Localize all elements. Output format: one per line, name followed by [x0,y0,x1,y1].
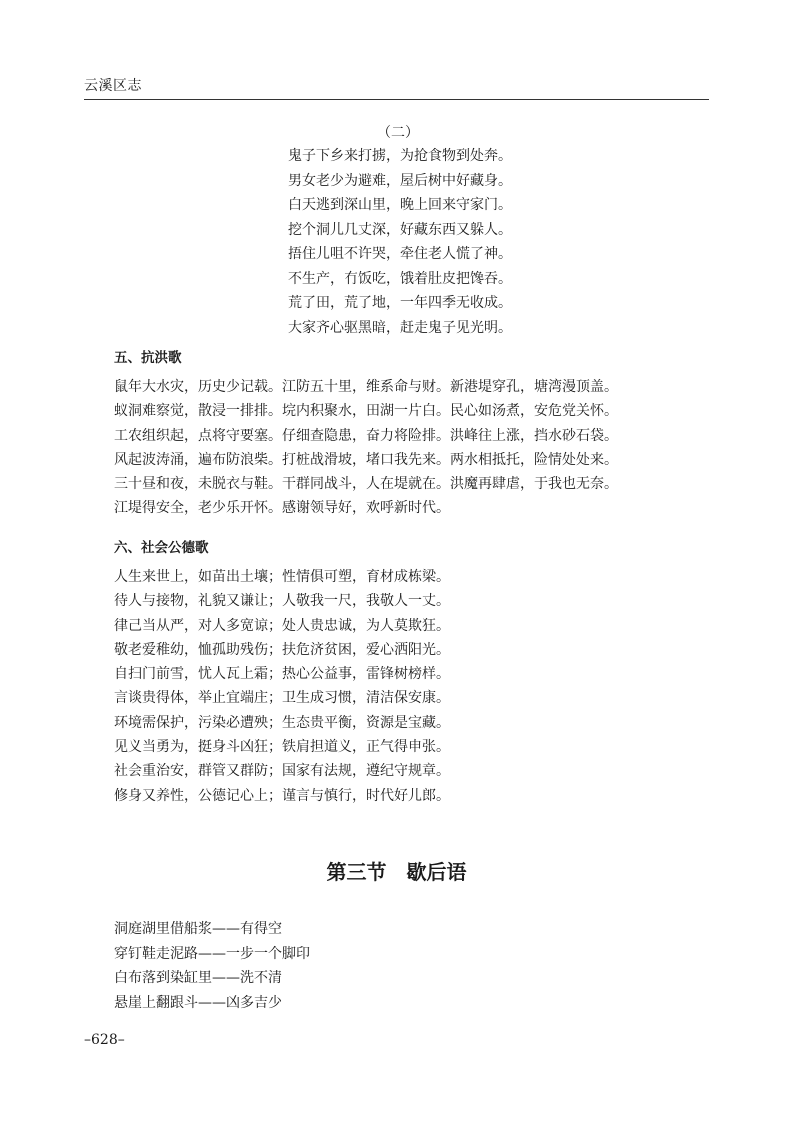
flood-song-line: 蚁洞难察觉，散浸一排排。垸内积聚水，田湖一片白。民心如汤煮，安危党关怀。 [114,403,618,420]
running-head-title: 云溪区志 [84,78,142,94]
idiom-item: 穿钉鞋走泥路——一步一个脚印 [114,945,310,962]
flood-song-body [114,375,714,521]
chapter-title: 第三节 歇后语 [326,860,467,884]
morality-song-line: 修身又养性，公德记心上；谨言与慎行，时代好儿郎。 [114,787,450,804]
idiom-item: 白布落到染缸里——洗不清 [114,970,282,986]
poem-line: 荒了田，荒了地，一年四季无收成。 [288,295,512,311]
poem-line: 鬼子下乡来打掳，为抢食物到处奔。 [288,148,512,164]
page-number: –628– [84,1032,125,1048]
morality-song-line: 自扫门前雪，忧人瓦上霜；热心公益事，雷锋树榜样。 [114,666,450,683]
morality-song-line: 环境需保护，污染必遭殃；生态贵平衡，资源是宝藏。 [114,714,450,731]
poem-block [288,122,548,340]
idiom-item: 悬崖上翻跟斗——凶多吉少 [114,994,282,1011]
morality-song-line: 见义当勇为，挺身斗凶狂；铁肩担道义，正气得申张。 [114,739,450,756]
morality-song-line: 人生来世上，如苗出土壤；性情俱可塑，育材成栋梁。 [114,569,450,585]
morality-song-line: 敬老爱稚幼，恤孤助残伤；扶危济贫困，爱心洒阳光。 [114,641,450,658]
morality-song-line: 待人与接物，礼貌又谦让；人敬我一尺，我敬人一丈。 [114,593,450,610]
flood-song-line: 工农组织起，点将守要塞。仔细查隐患，奋力将险排。洪峰往上涨，挡水砂石袋。 [114,427,618,444]
idiom-list [114,917,514,1015]
poem-subtitle: （二） [377,125,419,141]
poem-line: 挖个洞儿几丈深，好藏东西又躲人。 [288,221,512,238]
section-heading-morality-song: 六、社会公德歌 [114,540,209,556]
morality-song-line: 律己当从严，对人多宽谅；处人贵忠诚，为人莫欺狂。 [114,617,450,634]
morality-song-body [114,565,714,808]
flood-song-line: 风起波涛涌，遍布防浪柴。打桩战滑坡，堵口我先来。两水相抵托，险情处处来。 [114,451,618,468]
poem-line: 捂住儿咀不许哭，牵住老人慌了神。 [288,246,512,262]
flood-song-line: 鼠年大水灾，历史少记载。江防五十里，维系命与财。新港堤穿孔，塘湾漫顶盖。 [114,379,618,395]
header-rule [84,99,709,100]
flood-song-line: 三十昼和夜，未脱衣与鞋。干群同战斗，人在堤就在。洪魔再肆虐，于我也无奈。 [114,476,618,493]
poem-line: 白天逃到深山里，晚上回来守家门。 [288,197,512,213]
morality-song-line: 言谈贵得体，举止宜端庄；卫生成习惯，清洁保安康。 [114,690,450,707]
poem-line: 男女老少为避难，屋后树中好藏身。 [288,172,512,189]
morality-song-line: 社会重治安，群管又群防；国家有法规，遵纪守规章。 [114,763,450,780]
poem-line: 大家齐心驱黑暗，赶走鬼子见光明。 [288,319,512,336]
section-heading-flood-song: 五、抗洪歌 [114,350,182,366]
flood-song-line: 江堤得安全，老少乐开怀。感谢领导好，欢呼新时代。 [114,500,450,517]
idiom-item: 洞庭湖里借船浆——有得空 [114,921,282,937]
poem-line: 不生产，冇饭吃，饿着肚皮把馋吞。 [288,270,512,287]
